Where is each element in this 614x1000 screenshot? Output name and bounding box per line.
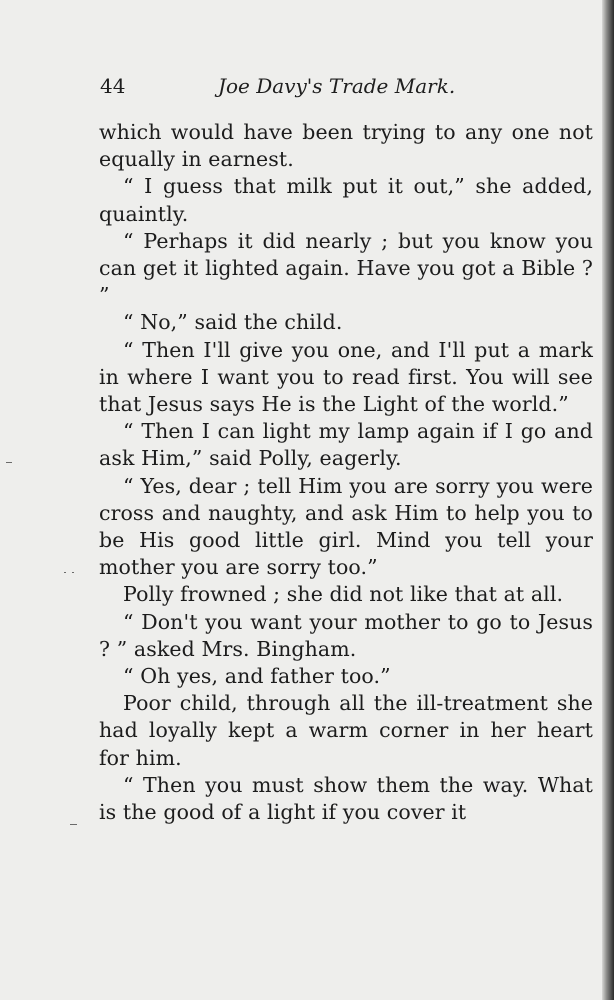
paragraph: “ Oh yes, and father too.” <box>123 664 391 689</box>
running-title: Joe Davy's Trade Mark. <box>218 74 456 98</box>
paragraph: “ Then I'll give you one, and I'll put a mark in where I want you to read first. You will see that Jesus says He is the Light of the world.” <box>99 337 593 417</box>
body-text <box>99 119 593 826</box>
paragraph: “ Don't you want your mother to go to Jesus ? ” asked Mrs. Bingham. <box>99 609 593 661</box>
paragraph: Polly frowned ; she did not like that at all. <box>123 582 564 607</box>
page-number: 44 <box>100 74 126 98</box>
paragraph: Poor child, through all the ill-treatment she had loyally kept a warm corner in her heart for him. <box>99 691 593 770</box>
paragraph: “ Then you must show them the way. What is the good of a light if you cover it <box>99 772 593 825</box>
paragraph: “ I guess that milk put it out,” she added, quaintly. <box>99 174 593 226</box>
margin-mark <box>64 572 66 573</box>
paragraph: “ No,” said the child. <box>123 310 343 335</box>
paragraph: “ Then I can light my lamp again if I go and ask Him,” said Polly, eagerly. <box>99 419 593 471</box>
margin-mark <box>6 462 12 463</box>
paragraph: “ Perhaps it did nearly ; but you know you can get it lighted again. Have you got a Bible ? ” <box>99 228 593 308</box>
margin-mark <box>70 824 77 825</box>
paragraph: “ Yes, dear ; tell Him you are sorry you were cross and naughty, and ask Him to help you to be His good little girl. Mind you tell your mother you are sorry too.” <box>99 473 593 580</box>
page-header <box>100 74 480 104</box>
paragraph: which would have been trying to any one not equally in earnest. <box>99 120 593 172</box>
margin-mark <box>72 572 74 573</box>
page-edge-shadow <box>602 0 614 1000</box>
